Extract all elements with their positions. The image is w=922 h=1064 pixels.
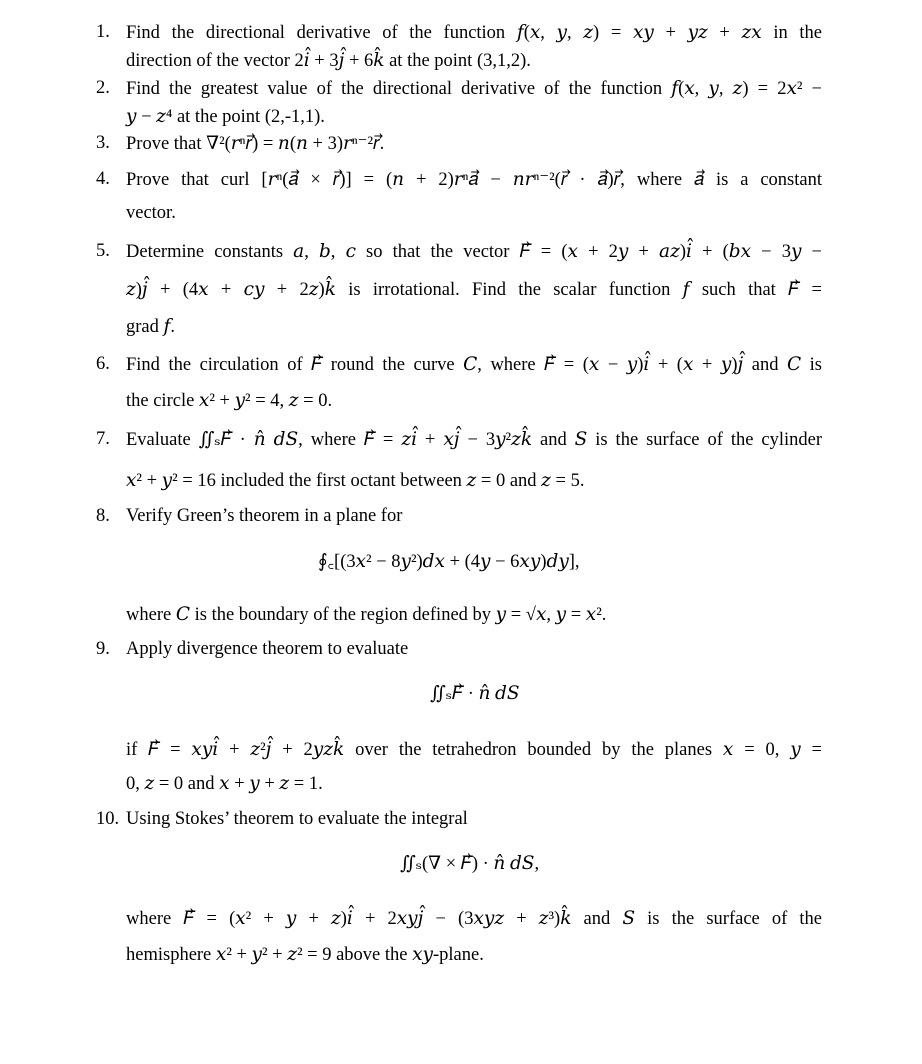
problem-text-line: Prove that ∇²(𝑟ⁿ𝑟⃗) = 𝑛(𝑛 + 3)𝑟ⁿ⁻²𝑟⃗. [126,134,385,154]
problem-text-line: 𝑧)𝑗̂ + (4𝑥 + 𝑐𝑦 + 2𝑧)𝑘̂ is irrotational. Find the scalar function 𝑓 such that 𝐹⃗ = [126,280,822,300]
display-equation-line-integral: ∮꜀[(3𝑥² − 8𝑦²)𝑑𝑥 + (4𝑦 − 6𝑥𝑦)𝑑𝑦], [318,552,580,572]
problem-number: 6. [96,354,110,374]
display-equation-surface-integral: ∬ₛ𝐹⃗ · 𝑛̂ 𝑑𝑆 [430,684,520,704]
problem-text-line: where 𝐹⃗ = (𝑥² + 𝑦 + 𝑧)𝑖̂ + 2𝑥𝑦𝑗̂ − (3𝑥𝑦𝑧 + 𝑧³)𝑘̂ and 𝑆 is the surface of the [126,909,822,929]
problem-text-line: Find the greatest value of the directional derivative of the function 𝑓(𝑥, 𝑦, 𝑧) = 2𝑥² − [126,79,822,99]
problem-number: 7. [96,429,110,449]
problem-text-line: Prove that curl [𝑟ⁿ(𝑎⃗ × 𝑟⃗)] = (𝑛 + 2)𝑟ⁿ𝑎⃗ − 𝑛𝑟ⁿ⁻²(𝑟⃗ · 𝑎⃗)𝑟⃗, where 𝑎⃗ is a constant [126,170,822,190]
problem-text-line: Find the directional derivative of the function 𝑓(𝑥, 𝑦, 𝑧) = 𝑥𝑦 + 𝑦𝑧 + 𝑧𝑥 in the [126,23,822,43]
problem-text-line: 𝑦 − 𝑧⁴ at the point (2,-1,1). [126,107,325,127]
problem-text-line: Determine constants 𝑎, 𝑏, 𝑐 so that the vector 𝐹⃗ = (𝑥 + 2𝑦 + 𝑎𝑧)𝑖̂ + (𝑏𝑥 − 3𝑦 − [126,242,822,262]
problem-number: 8. [96,506,110,526]
problem-text-line: if 𝐹⃗ = 𝑥𝑦𝑖̂ + 𝑧²𝑗̂ + 2𝑦𝑧𝑘̂ over the tetrahedron bounded by the planes 𝑥 = 0, 𝑦 = [126,740,822,760]
problem-number: 4. [96,169,110,189]
problem-number: 3. [96,133,110,153]
problem-text-line: direction of the vector 2𝑖̂ + 3𝑗̂ + 6𝑘̂ at the point (3,1,2). [126,51,531,71]
problem-text-line: 𝑥² + 𝑦² = 16 included the first octant between 𝑧 = 0 and 𝑧 = 5. [126,471,585,491]
problem-text-line: 0, 𝑧 = 0 and 𝑥 + 𝑦 + 𝑧 = 1. [126,774,323,794]
problem-text-line: the circle 𝑥² + 𝑦² = 4, 𝑧 = 0. [126,391,333,411]
problem-text-line: Verify Green’s theorem in a plane for [126,506,403,526]
problem-number: 2. [96,78,110,98]
problem-text-line: vector. [126,203,176,223]
display-equation-stokes-integral: ∬ₛ(∇ × 𝐹⃗) · 𝑛̂ 𝑑𝑆, [400,854,540,874]
problem-number: 1. [96,22,110,42]
problem-text-line: Apply divergence theorem to evaluate [126,639,409,659]
problem-number: 10. [96,809,120,829]
problem-text-line: Evaluate ∬ₛ𝐹⃗ · 𝑛̂ 𝑑𝑆, where 𝐹⃗ = 𝑧𝑖̂ + 𝑥𝑗̂ − 3𝑦²𝑧𝑘̂ and 𝑆 is the surface of the cylinder [126,430,822,450]
problem-text-line: grad 𝑓. [126,317,175,337]
problem-text-line: hemisphere 𝑥² + 𝑦² + 𝑧² = 9 above the 𝑥𝑦-plane. [126,945,484,965]
problem-text-line: where 𝐶 is the boundary of the region defined by 𝑦 = √𝑥, 𝑦 = 𝑥². [126,605,607,625]
problem-number: 5. [96,241,110,261]
problem-number: 9. [96,639,110,659]
problem-text-line: Find the circulation of 𝐹⃗ round the curve 𝐶, where 𝐹⃗ = (𝑥 − 𝑦)𝑖̂ + (𝑥 + 𝑦)𝑗̂ and 𝐶 is [126,355,822,375]
problem-text-line: Using Stokes’ theorem to evaluate the integral [126,809,468,829]
